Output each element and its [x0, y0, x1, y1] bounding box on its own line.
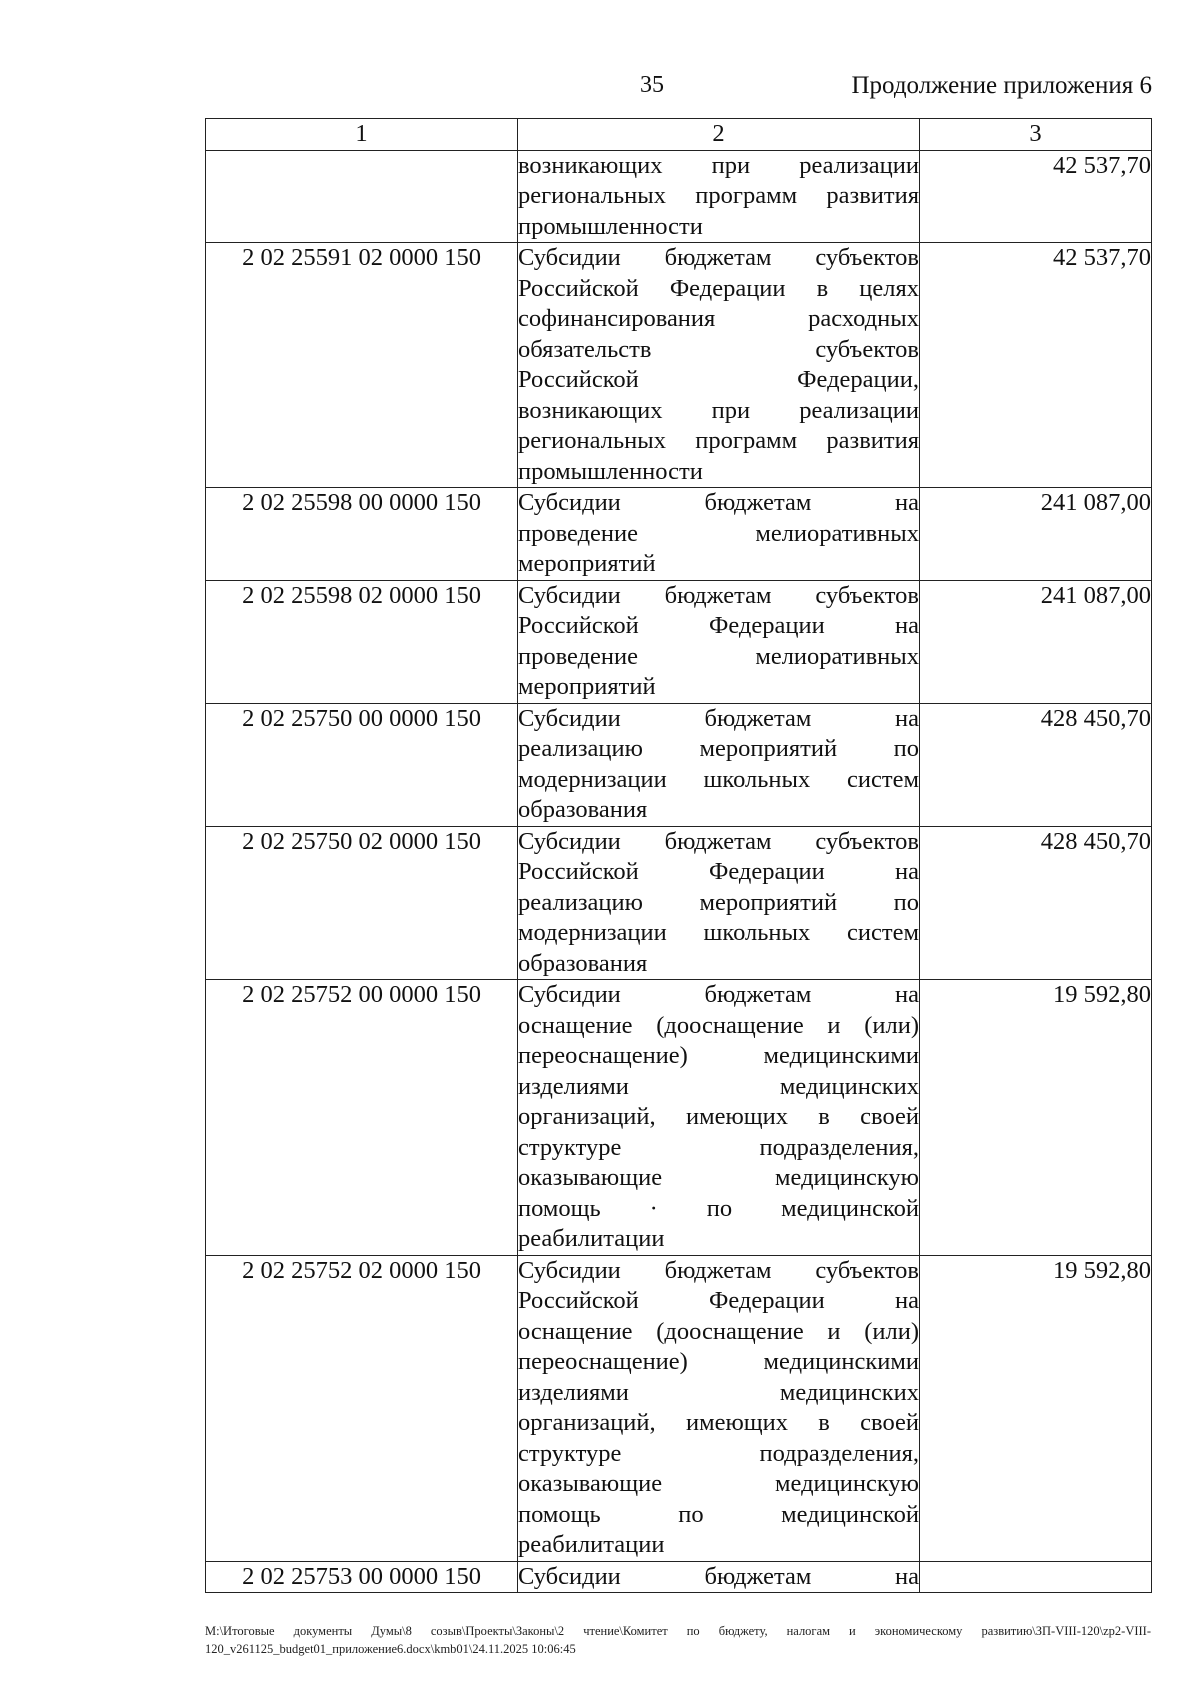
table-row	[206, 488, 1152, 581]
description-line: помощь по медицинской	[518, 1500, 919, 1528]
description-line: Субсидии бюджетам на	[518, 981, 919, 1008]
amount-cell	[920, 1561, 1152, 1593]
description-line: Субсидии бюджетам субъектов	[518, 1256, 919, 1284]
description-cell	[518, 1561, 920, 1593]
description-line: региональных программ развития	[518, 427, 919, 454]
description-line: промышленности	[518, 457, 703, 485]
description-line: структуре подразделения,	[518, 1133, 919, 1161]
description-line: Субсидии бюджетам на	[518, 704, 919, 732]
description-line: реабилитации	[518, 1531, 665, 1558]
amount-cell: 428 450,70	[920, 826, 1152, 980]
budget-code-cell: 2 02 25750 02 0000 150	[206, 826, 518, 980]
budget-code-cell	[206, 150, 518, 243]
description-line: Российской Федерации в целях	[518, 274, 919, 302]
amount-cell: 42 537,70	[920, 243, 1152, 488]
budget-code-cell: 2 02 25753 00 0000 150	[206, 1561, 518, 1593]
amount-cell: 428 450,70	[920, 703, 1152, 826]
column-header-2: 2	[518, 119, 920, 151]
description-line: реализацию мероприятий по	[518, 735, 919, 762]
budget-code-cell: 2 02 25752 02 0000 150	[206, 1255, 518, 1561]
description-cell	[518, 150, 920, 243]
table-row	[206, 580, 1152, 703]
description-line: проведение мелиоративных	[518, 519, 919, 547]
description-line: промышленности	[518, 212, 703, 240]
budget-code-cell: 2 02 25598 00 0000 150	[206, 488, 518, 581]
amount-cell: 42 537,70	[920, 150, 1152, 243]
description-line: оснащение (дооснащение и (или)	[518, 1011, 919, 1039]
table-row	[206, 150, 1152, 243]
description-line: организаций, имеющих в своей	[518, 1103, 919, 1130]
description-cell	[518, 1255, 920, 1561]
budget-code-cell: 2 02 25750 00 0000 150	[206, 703, 518, 826]
amount-cell: 19 592,80	[920, 1255, 1152, 1561]
description-line: проведение мелиоративных	[518, 642, 919, 670]
description-line: организаций, имеющих в своей	[518, 1409, 919, 1436]
description-cell	[518, 580, 920, 703]
description-line: софинансирования расходных	[518, 305, 919, 332]
description-line: обязательств субъектов	[518, 335, 919, 363]
column-header-1: 1	[206, 119, 518, 151]
amount-cell: 241 087,00	[920, 580, 1152, 703]
amount-cell: 19 592,80	[920, 980, 1152, 1256]
table-header-row	[206, 119, 1152, 151]
description-line: возникающих при реализации	[518, 396, 919, 424]
description-line: Российской Федерации на	[518, 1287, 919, 1314]
description-line: Субсидии бюджетам субъектов	[518, 827, 919, 855]
description-line: реализацию мероприятий по	[518, 888, 919, 916]
table-row	[206, 703, 1152, 826]
description-line: оказывающие медицинскую	[518, 1164, 919, 1191]
description-line: мероприятий	[518, 673, 656, 700]
table-row	[206, 1561, 1152, 1593]
description-line: мероприятий	[518, 550, 656, 577]
description-line: Субсидии бюджетам субъектов	[518, 244, 919, 271]
description-line: структуре подразделения,	[518, 1439, 919, 1467]
description-line: Субсидии бюджетам субъектов	[518, 581, 919, 609]
description-line: Субсидии бюджетам на	[518, 1562, 919, 1590]
description-line: образования	[518, 796, 648, 823]
table-row	[206, 243, 1152, 488]
continuation-label: Продолжение приложения 6	[851, 72, 1152, 99]
description-line: модернизации школьных систем	[518, 919, 919, 946]
description-line: переоснащение) медицинскими	[518, 1348, 919, 1375]
budget-code-cell: 2 02 25598 02 0000 150	[206, 580, 518, 703]
description-line: образования	[518, 949, 648, 977]
description-line: региональных программ развития	[518, 182, 919, 209]
description-cell	[518, 243, 920, 488]
description-line: возникающих при реализации	[518, 151, 919, 179]
table-row	[206, 826, 1152, 980]
amount-cell: 241 087,00	[920, 488, 1152, 581]
description-line: реабилитации	[518, 1225, 665, 1252]
budget-code-cell: 2 02 25591 02 0000 150	[206, 243, 518, 488]
description-cell	[518, 703, 920, 826]
description-line: Российской Федерации на	[518, 612, 919, 639]
description-line: изделиями медицинских	[518, 1072, 919, 1100]
description-line: Субсидии бюджетам на	[518, 489, 919, 516]
description-cell	[518, 826, 920, 980]
description-line: модернизации школьных систем	[518, 765, 919, 793]
description-line: изделиями медицинских	[518, 1378, 919, 1406]
table-body	[206, 150, 1152, 1593]
table-row	[206, 1255, 1152, 1561]
budget-table	[205, 118, 1152, 1593]
description-line: переоснащение) медицинскими	[518, 1042, 919, 1069]
description-cell	[518, 980, 920, 1256]
description-line: оказывающие медицинскую	[518, 1470, 919, 1497]
description-line: оснащение (дооснащение и (или)	[518, 1317, 919, 1345]
description-line: Российской Федерации на	[518, 858, 919, 885]
description-line: Российской Федерации,	[518, 366, 919, 393]
table-row	[206, 980, 1152, 1256]
column-header-3: 3	[920, 119, 1152, 151]
document-path-footer: M:\Итоговые документы Думы\8 созыв\Проекты\Законы\2 чтение\Комитет по бюджету, налогам и экономическому развитию\ЗП-VIII-120\zp2-VIII-120_v261125_budget01_приложение6.docx\kmb01\24.11.2025 10:06:45	[205, 1624, 1151, 1656]
description-cell	[518, 488, 920, 581]
page-number: 35	[640, 72, 664, 98]
budget-code-cell: 2 02 25752 00 0000 150	[206, 980, 518, 1256]
description-line: помощь · по медицинской	[518, 1194, 919, 1222]
